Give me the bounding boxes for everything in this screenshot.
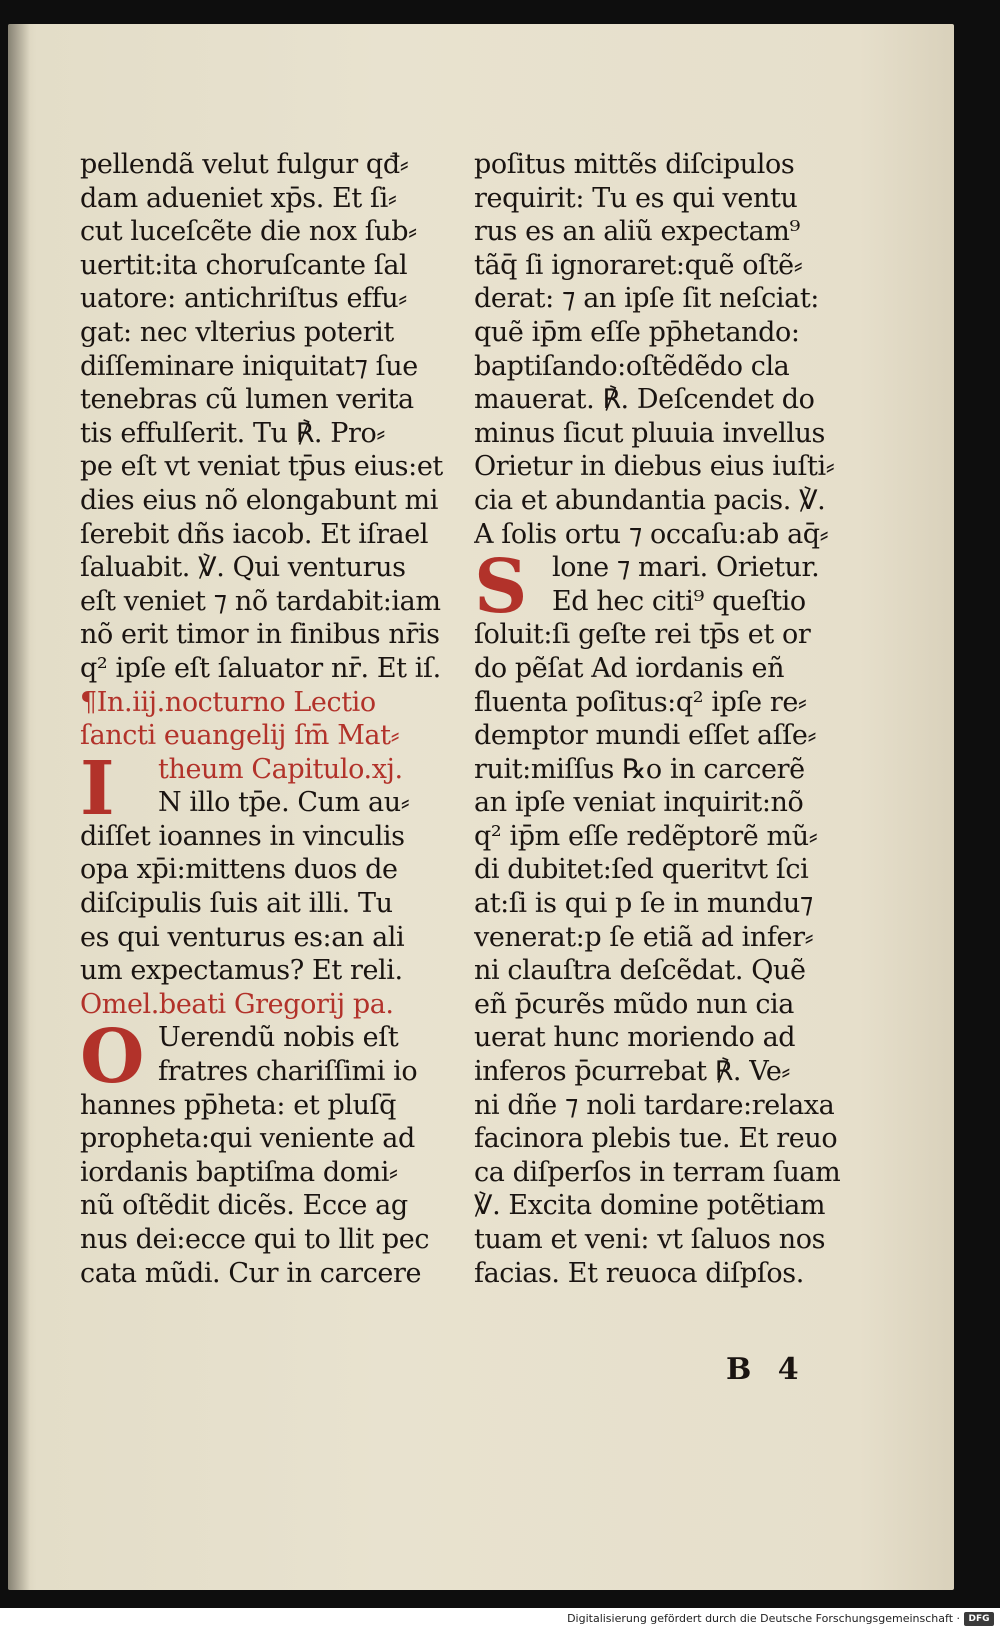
line-text: at:ſi is qui p ſe in mundu⁊ (474, 888, 813, 920)
line-text: inferos p̄currebat ℟. Ve⸗ (474, 1056, 791, 1088)
line-text: iordanis baptiſma domi⸗ (80, 1156, 398, 1188)
line-text: lone ⁊ mari. Orietur. (552, 552, 820, 584)
text-line (474, 148, 846, 182)
text-line (474, 1257, 846, 1291)
dfg-logo: DFG (964, 1612, 994, 1626)
line-text: N illo tp̄e. Cum au⸗ (158, 787, 410, 819)
text-line (474, 383, 846, 417)
line-text: tãq̄ ſi ignoraret:quẽ oſtẽ⸗ (474, 249, 803, 281)
text-line (474, 853, 846, 887)
text-line (474, 484, 846, 518)
text-line (474, 988, 846, 1022)
text-line (80, 887, 452, 921)
text-line (474, 686, 846, 720)
line-text: q² ipſe eſt ſaluator nr̄. Et iſ. (80, 652, 441, 684)
line-text: poſitus mittẽs diſcipulos (474, 149, 795, 180)
line-text: cata mũdi. Cur in carcere (80, 1257, 422, 1289)
line-text: propheta:qui veniente ad (80, 1123, 415, 1155)
line-text: es qui venturus es:an ali (80, 921, 405, 953)
signature-mark: B 4 (726, 1352, 807, 1387)
text-line (80, 316, 452, 350)
line-text: di dubitet:ſed queritvt ſci (474, 854, 809, 886)
text-line (474, 518, 846, 552)
line-text: ſerebit dñs iacob. Et iſrael (80, 518, 429, 550)
text-line (80, 652, 452, 686)
line-text: ni clauſtra deſcẽdat. Quẽ (474, 955, 806, 987)
text-line (474, 652, 846, 686)
text-line (474, 1122, 846, 1156)
text-line (80, 215, 452, 249)
gutter-shadow (8, 24, 30, 1590)
line-text: ¶In.iij.nocturno Lectio (80, 686, 376, 718)
text-line (80, 786, 452, 820)
text-line (474, 618, 846, 652)
text-line (474, 1089, 846, 1123)
line-text: nus dei:ecce qui to llit pec (80, 1224, 430, 1255)
text-line (474, 417, 846, 451)
line-text: derat: ⁊ an ipſe ſit neſciat: (474, 283, 819, 315)
text-line (474, 1223, 846, 1257)
line-text: Ed hec citi⁹ queſtio (552, 585, 806, 617)
footer-bar (0, 1608, 1000, 1632)
line-text: diſſeminare iniquitat⁊ ſue (80, 350, 418, 382)
text-line (80, 383, 452, 417)
text-line (474, 820, 846, 854)
text-line (474, 585, 846, 619)
line-text: tuam et veni: vt ſaluos nos (474, 1224, 826, 1255)
line-text: eſt veniet ⁊ nõ tardabit:iam (80, 585, 441, 617)
text-line (80, 249, 452, 283)
line-text: nũ oſtẽdit dicẽs. Ecce ag (80, 1190, 408, 1222)
line-text: Uerendũ nobis eſt (158, 1022, 399, 1054)
line-text: dies eius nõ elongabunt mi (80, 484, 438, 516)
text-line (474, 282, 846, 316)
line-text: do pẽſat Ad iordanis eñ (474, 652, 785, 684)
line-text: ſaluabit. ℣. Qui venturus (80, 552, 406, 584)
text-line (80, 1156, 452, 1190)
line-text: um expectamus? Et reli. (80, 955, 403, 987)
line-text: ni dñe ⁊ noli tardare:relaxa (474, 1089, 835, 1121)
text-line (474, 753, 846, 787)
line-text: uatore: antichriſtus effu⸗ (80, 283, 407, 315)
line-text: cut luceſcẽte die nox ſub⸗ (80, 216, 417, 248)
text-line (80, 954, 452, 988)
text-line (80, 551, 452, 585)
line-text: an ipſe veniat inquirit:nõ (474, 787, 804, 819)
line-text: requirit: Tu es qui ventu (474, 182, 798, 214)
text-line (474, 1156, 846, 1190)
right-text-column (474, 148, 846, 1290)
line-text: dam adueniet xp̄s. Et ſi⸗ (80, 182, 397, 214)
text-line (80, 686, 452, 720)
drop-capital: O (80, 1014, 145, 1101)
text-line (80, 484, 452, 518)
text-line (474, 887, 846, 921)
line-text: eñ p̄curẽs mũdo nun cia (474, 988, 794, 1020)
line-text: opa xp̄i:mittens duos de (80, 854, 398, 886)
text-line (80, 148, 452, 182)
text-line (80, 1257, 452, 1291)
text-line (80, 350, 452, 384)
text-line (474, 719, 846, 753)
line-text: Orietur in diebus eius iuſti⸗ (474, 451, 835, 483)
line-text: q² ip̄m eſſe redẽptorẽ mũ⸗ (474, 820, 818, 852)
line-text: tenebras cũ lumen verita (80, 384, 414, 416)
text-line (474, 350, 846, 384)
text-line (80, 282, 452, 316)
text-line (80, 518, 452, 552)
drop-capital: S (474, 544, 528, 631)
text-line (80, 820, 452, 854)
book-page (8, 24, 954, 1590)
line-text: hannes pp̄heta: et pluſq̄ (80, 1089, 397, 1121)
text-line (80, 719, 452, 753)
line-text: ca diſperſos in terram ſuam (474, 1156, 841, 1188)
line-text: fratres chariſſimi io (158, 1056, 418, 1088)
line-text: facinora plebis tue. Et reuo (474, 1123, 838, 1155)
line-text: fluenta poſitus:q² ipſe re⸗ (474, 686, 807, 718)
line-text: rus es an aliũ expectam⁹ (474, 216, 800, 248)
text-line (474, 450, 846, 484)
text-line (80, 1122, 452, 1156)
line-text: demptor mundi eſſet aſſe⸗ (474, 720, 817, 752)
line-text: ſoluit:ſi geſte rei tp̄s et or (474, 619, 811, 651)
line-text: tis effulſerit. Tu ℟. Pro⸗ (80, 417, 385, 449)
line-text: A ſolis ortu ⁊ occaſu:ab aq̄⸗ (474, 518, 829, 550)
text-line (80, 585, 452, 619)
text-line (80, 1223, 452, 1257)
line-text: uerat hunc moriendo ad (474, 1022, 796, 1054)
line-text: ruit:miſſus ℞o in carcerẽ (474, 753, 805, 785)
line-text: quẽ ip̄m eſſe pp̄hetando: (474, 316, 800, 348)
left-text-column (80, 148, 452, 1290)
line-text: theum Capitulo.xj. (158, 753, 403, 785)
line-text: minus ſicut pluuia invellus (474, 417, 826, 449)
line-text: diſcipulis ſuis ait illi. Tu (80, 888, 393, 920)
text-line (80, 450, 452, 484)
line-text: pellendã velut fulgur qđ⸗ (80, 149, 409, 180)
line-text: diſſet ioannes in vinculis (80, 820, 405, 852)
text-line (80, 618, 452, 652)
text-line (474, 954, 846, 988)
line-text: venerat:p ſe etiã ad infer⸗ (474, 921, 814, 953)
text-line (80, 1189, 452, 1223)
line-text: cia et abundantia pacis. ℣. (474, 484, 826, 516)
line-text: mauerat. ℟. Deſcendet do (474, 384, 815, 416)
text-line (474, 1021, 846, 1055)
text-line (80, 853, 452, 887)
text-line (474, 215, 846, 249)
text-line (474, 1189, 846, 1223)
text-line (474, 249, 846, 283)
text-line (474, 786, 846, 820)
funding-credit: Digitalisierung gefördert durch die Deutsche Forschungsgemeinschaft · (567, 1612, 960, 1625)
line-text: Omel.beati Gregorij pa. (80, 988, 394, 1020)
text-line (80, 182, 452, 216)
line-text: ℣. Excita domine potẽtiam (474, 1190, 826, 1222)
line-text: uertit:ita choruſcante ſal (80, 249, 408, 281)
line-text: gat: nec vlterius poterit (80, 316, 394, 348)
line-text: facias. Et reuoca diſpſos. (474, 1257, 804, 1289)
drop-capital: I (80, 745, 115, 832)
line-text: pe eſt vt veniat tp̄us eius:et (80, 451, 443, 483)
line-text: baptiſando:oſtẽdẽdo cla (474, 350, 790, 382)
line-text: ſancti euangelij ſm̄ Mat⸗ (80, 720, 400, 752)
line-text: nõ erit timor in finibus nr̄is (80, 619, 440, 651)
text-line (474, 316, 846, 350)
text-line (80, 921, 452, 955)
text-line (80, 417, 452, 451)
text-line (474, 1055, 846, 1089)
text-line (474, 182, 846, 216)
text-line (474, 921, 846, 955)
